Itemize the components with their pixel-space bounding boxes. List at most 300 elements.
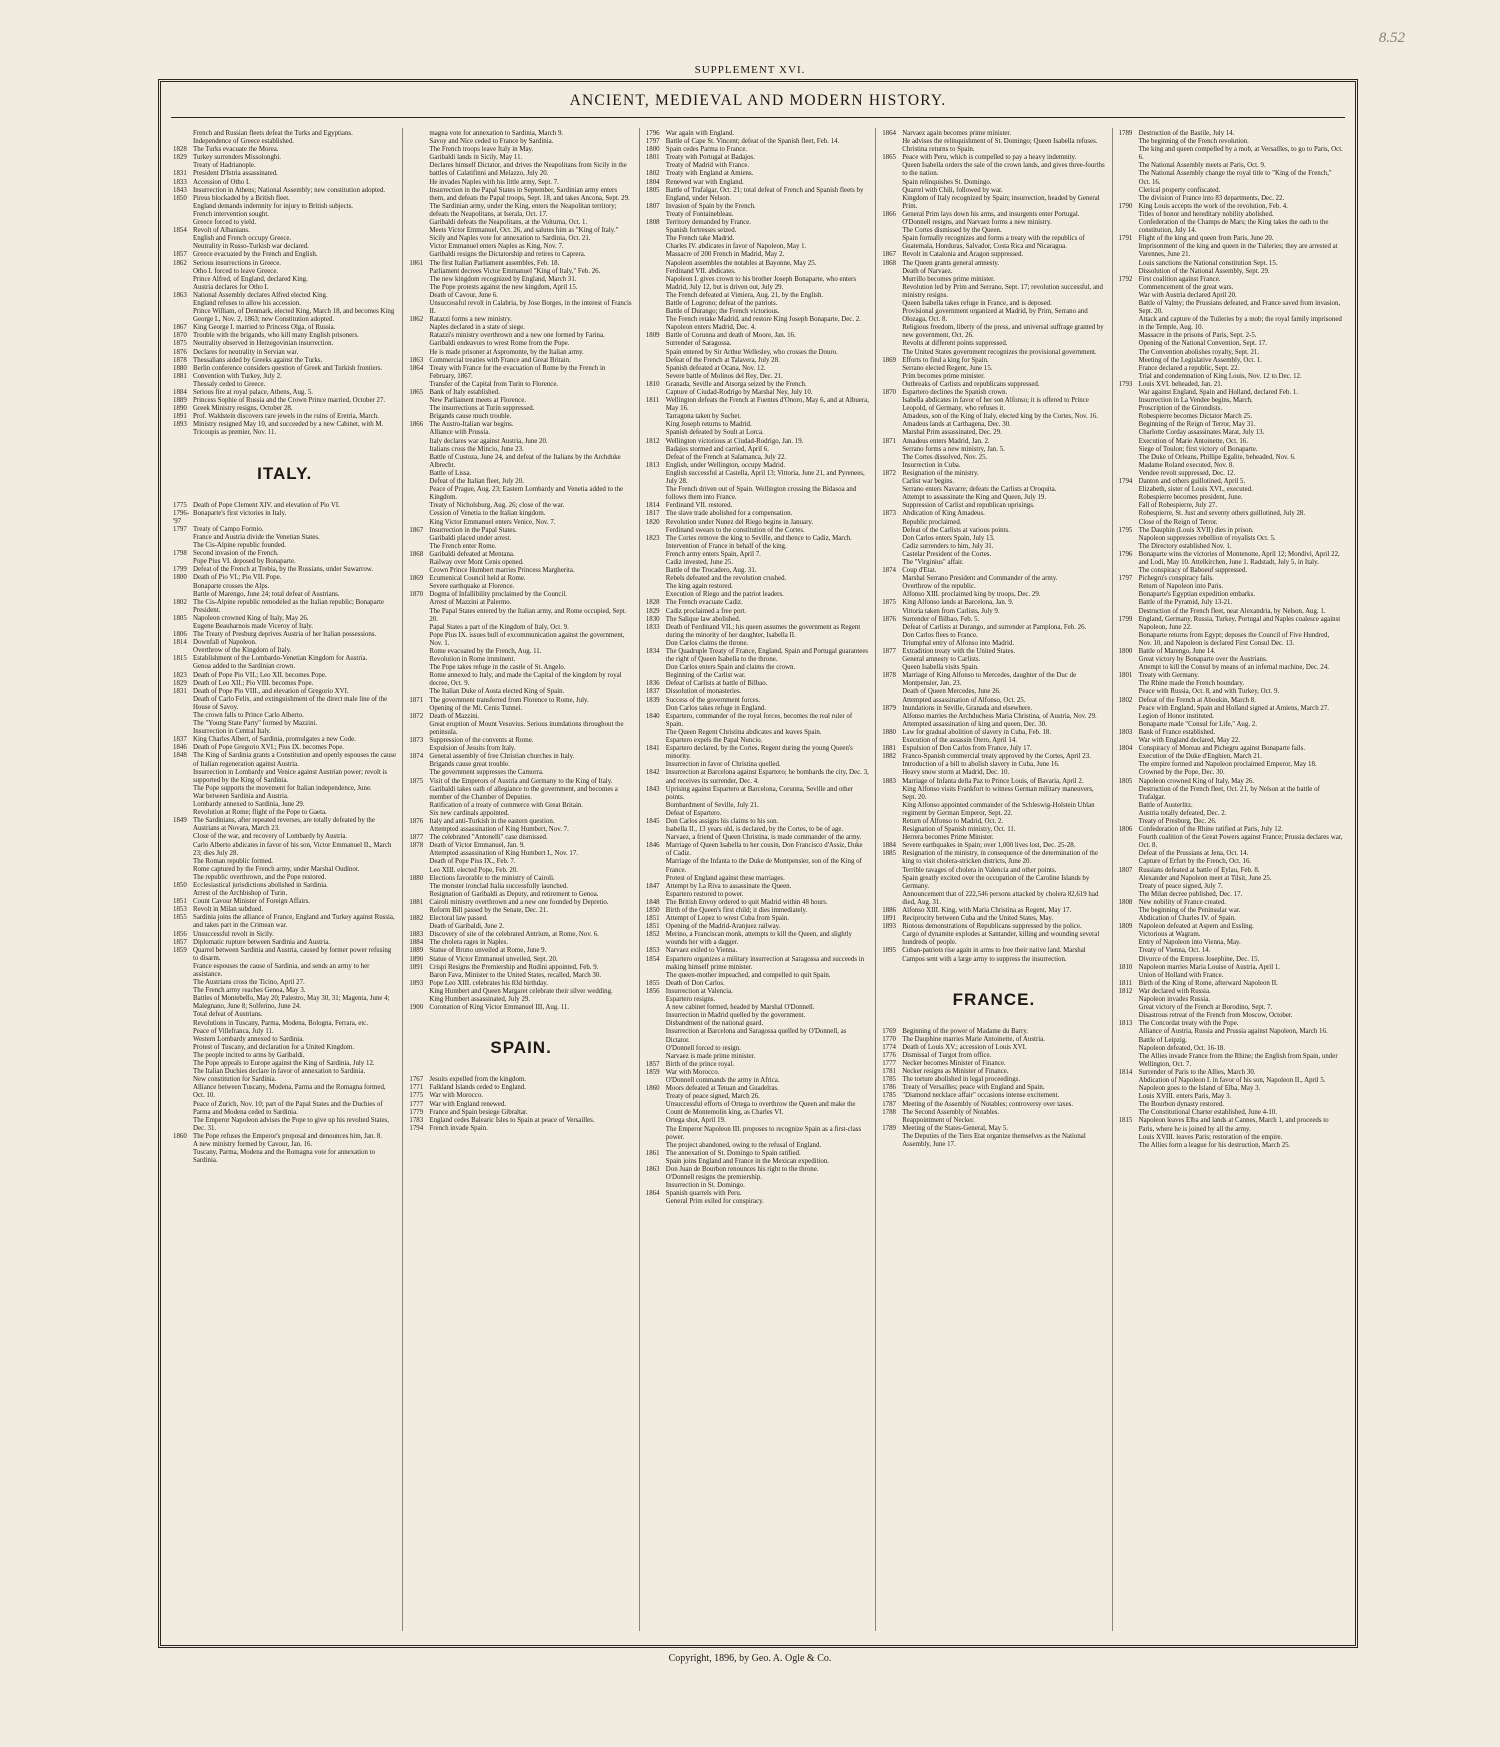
entry-text: Genoa added to the Sardinian crown. bbox=[193, 663, 296, 671]
entry-year bbox=[1119, 535, 1139, 543]
entry-year bbox=[646, 834, 666, 842]
timeline-entry bbox=[646, 883, 869, 891]
entry-year bbox=[646, 340, 666, 348]
timeline-entry bbox=[1119, 1004, 1343, 1012]
timeline-entry bbox=[1119, 1085, 1343, 1093]
entry-text: The celebrated "Antonelli" case dismissed. bbox=[429, 834, 548, 842]
entry-text: Western Lombardy annexed to Sardinia. bbox=[193, 1035, 304, 1043]
timeline-entry bbox=[646, 1004, 869, 1012]
timeline-entry bbox=[409, 939, 632, 947]
entry-text: Rebels defeated and the revolution crushed. bbox=[665, 575, 787, 583]
entry-year: 1804 bbox=[1118, 745, 1133, 753]
timeline-entry bbox=[882, 527, 1105, 535]
entry-text: Introduction of a bill to abolish slavery in Cuba, June 16. bbox=[902, 761, 1060, 769]
timeline-entry bbox=[882, 1101, 1105, 1109]
entry-text: Imprisonment of the king and queen in the Tuileries; they are arrested at Varennes, June 21. bbox=[1138, 243, 1338, 259]
entry-year bbox=[409, 219, 429, 227]
entry-year: 1875 bbox=[409, 777, 424, 785]
timeline-entry bbox=[882, 947, 1105, 963]
timeline-entry bbox=[882, 867, 1105, 875]
entry-text: Treaty of Campo Formio. bbox=[193, 525, 264, 533]
entry-text: The Austro-Italian war begins. bbox=[429, 421, 514, 429]
timeline-entry bbox=[1119, 923, 1343, 931]
timeline-entry bbox=[1119, 138, 1343, 146]
entry-year bbox=[646, 575, 666, 583]
timeline-entry bbox=[646, 1142, 869, 1150]
entry-text: He is made prisoner at Aspromonte, by the Italian army. bbox=[429, 348, 584, 356]
timeline-entry bbox=[173, 639, 396, 647]
entry-text: The people incited to arms by Garibaldi. bbox=[193, 1051, 305, 1059]
entry-text: Close of the Reign of Terror. bbox=[1138, 518, 1218, 526]
entry-year bbox=[646, 470, 666, 486]
timeline-entry bbox=[1119, 721, 1343, 729]
entry-year bbox=[882, 397, 902, 413]
entry-year bbox=[409, 478, 429, 486]
entry-year: 1792 bbox=[1118, 275, 1133, 283]
timeline-entry bbox=[646, 162, 869, 170]
timeline-entry bbox=[646, 802, 869, 810]
entry-year bbox=[646, 551, 666, 559]
entry-year: 1873 bbox=[882, 510, 896, 518]
entry-text: The Pope supports the movement for Italian independence, June. bbox=[193, 784, 372, 792]
timeline-entry bbox=[882, 227, 1105, 235]
entry-text: Alfonso marries the Archduchess Maria Christina, of Austria, Nov. 29. bbox=[902, 712, 1097, 720]
entry-year: 1842 bbox=[645, 769, 660, 777]
entry-year: 1856 bbox=[173, 930, 187, 938]
timeline-entry bbox=[882, 769, 1105, 777]
entry-year bbox=[646, 1126, 666, 1142]
entry-text: Death of Louis XV.; accession of Louis XVI. bbox=[902, 1043, 1027, 1051]
timeline-entry bbox=[1119, 1028, 1343, 1036]
timeline-entry bbox=[1119, 648, 1343, 656]
timeline-entry bbox=[646, 672, 869, 680]
entry-text: The monster ironclad Italia successfully launched. bbox=[429, 882, 568, 890]
entry-text: Rome evacuated by the French, Aug. 11. bbox=[429, 648, 542, 655]
entry-text: Renewed war with England. bbox=[665, 178, 744, 186]
entry-text: Death of Narvaez. bbox=[902, 267, 953, 275]
entry-year: 1801 bbox=[1118, 672, 1133, 680]
timeline-entry bbox=[646, 1077, 869, 1085]
entry-text: Crowned by the Pope, Dec. 30. bbox=[1138, 769, 1225, 777]
entry-year bbox=[173, 809, 193, 817]
timeline-entry bbox=[173, 793, 396, 801]
entry-text: Electoral law passed. bbox=[429, 915, 488, 923]
timeline-entry bbox=[1119, 697, 1343, 705]
entry-year: 1779 bbox=[409, 1108, 424, 1116]
timeline-entry bbox=[173, 623, 396, 631]
entry-text: Attempt to assassinate the King and Queen, July 19. bbox=[902, 494, 1047, 502]
entry-text: Beginning of the power of Madame du Barry. bbox=[902, 1027, 1029, 1035]
entry-year: 1788 bbox=[882, 1108, 896, 1116]
entry-year bbox=[1119, 138, 1139, 146]
entry-year: 1861 bbox=[645, 1149, 660, 1157]
timeline-entry bbox=[646, 688, 869, 696]
timeline-entry bbox=[882, 786, 1105, 802]
entry-year bbox=[1119, 891, 1139, 899]
entry-text: France espouses the cause of Sardinia, and sends an army to her assistance. bbox=[193, 962, 370, 978]
timeline-entry bbox=[882, 737, 1105, 745]
entry-year: 1854 bbox=[645, 955, 660, 963]
entry-text: Opening of the Madrid-Aranjuez railway. bbox=[665, 923, 781, 931]
entry-text: Meeting of the Assembly of Notables; controversy over taxes. bbox=[902, 1100, 1074, 1108]
entry-text: Brigands cause great trouble. bbox=[429, 761, 510, 769]
entry-text: Peace of Villefranca, July 11. bbox=[193, 1027, 274, 1035]
entry-year: 1890 bbox=[173, 405, 187, 413]
entry-text: French and Russian fleets defeat the Turks and Egyptians. bbox=[193, 130, 353, 137]
timeline-entry bbox=[646, 875, 869, 883]
entry-year bbox=[1119, 1109, 1139, 1117]
entry-year bbox=[1119, 931, 1139, 939]
timeline-entry bbox=[173, 663, 396, 671]
timeline-entry bbox=[882, 907, 1105, 915]
entry-text: Queen Isabella orders the sale of the crown lands, and gives three-fourths to the nation. bbox=[902, 162, 1105, 178]
timeline-entry bbox=[409, 454, 632, 470]
timeline-entry bbox=[646, 591, 869, 599]
entry-text: Visit of the Emperors of Austria and Germany to the King of Italy. bbox=[429, 777, 613, 785]
entry-text: Death of Carlo Felix, and extinguishment of the direct male line of the House of Savoy. bbox=[193, 695, 388, 711]
timeline-entry bbox=[1119, 454, 1343, 462]
entry-text: France and Austria divide the Venetian States. bbox=[193, 533, 320, 541]
entry-year: 1843 bbox=[645, 785, 660, 793]
timeline-entry bbox=[173, 389, 396, 397]
entry-year: 1789 bbox=[882, 1124, 896, 1132]
entry-text: Uprising against Espartero at Barcelona, Corunna, Seville and other points. bbox=[665, 785, 853, 801]
entry-year bbox=[1119, 292, 1139, 300]
entry-text: The Bourbon dynasty restored. bbox=[1138, 1101, 1224, 1109]
entry-text: Espartero restored to power. bbox=[665, 890, 744, 898]
entry-text: Jesuits expelled from the kingdom. bbox=[429, 1076, 527, 1084]
entry-text: Napoleon defeated at Aspern and Essling. bbox=[1138, 923, 1254, 931]
entry-text: Marshal Serrano President and Commander of the army. bbox=[902, 575, 1058, 583]
timeline-entry bbox=[1119, 349, 1343, 357]
timeline-entry bbox=[1119, 664, 1343, 672]
entry-year bbox=[409, 656, 429, 664]
entry-year bbox=[1119, 413, 1139, 421]
entry-text: Protest of England against these marriages. bbox=[665, 874, 785, 882]
timeline-entry bbox=[173, 947, 396, 963]
timeline-entry bbox=[882, 583, 1105, 591]
entry-year bbox=[409, 405, 429, 413]
timeline-entry bbox=[882, 632, 1105, 640]
entry-year bbox=[646, 235, 666, 243]
entry-text: Necker resigns as Minister of Finance. bbox=[902, 1068, 1009, 1076]
entry-year bbox=[409, 996, 429, 1004]
entry-year: 1884 bbox=[409, 939, 424, 947]
entry-year bbox=[409, 187, 429, 203]
entry-text: Sicily and Naples vote for annexation to Sardinia, Oct. 21. bbox=[429, 235, 591, 243]
entry-year bbox=[1119, 721, 1139, 729]
entry-year: 1865 bbox=[882, 154, 896, 162]
entry-year bbox=[1119, 810, 1139, 818]
entry-year bbox=[882, 543, 902, 551]
entry-year bbox=[173, 381, 193, 389]
entry-text: First coalition against France. bbox=[1138, 275, 1221, 283]
entry-text: Destruction of the Bastile, July 14. bbox=[1138, 130, 1235, 137]
text-column bbox=[876, 128, 1112, 1631]
entry-text: Thessaly ceded to Greece. bbox=[193, 380, 266, 388]
entry-year bbox=[1119, 761, 1139, 769]
timeline-entry bbox=[173, 211, 396, 219]
timeline-entry bbox=[646, 397, 869, 413]
entry-year bbox=[1119, 1004, 1139, 1012]
entry-text: Birth of the prince royal. bbox=[665, 1060, 735, 1068]
entry-year bbox=[882, 559, 902, 567]
entry-year bbox=[409, 340, 429, 348]
entry-year bbox=[646, 875, 666, 883]
timeline-entry bbox=[173, 939, 396, 947]
entry-text: Insurrection in favor of Christina quelled. bbox=[665, 761, 781, 769]
entry-year bbox=[646, 1077, 666, 1085]
entry-year bbox=[646, 373, 666, 381]
entry-text: King Humbert assassinated, July 29. bbox=[429, 996, 531, 1004]
entry-year bbox=[173, 276, 193, 284]
entry-year bbox=[173, 647, 193, 655]
timeline-entry bbox=[882, 923, 1105, 931]
entry-text: Battle of Logrono; defeat of the patriots. bbox=[665, 299, 778, 307]
entry-year: 1863 bbox=[173, 291, 187, 299]
timeline-entry bbox=[882, 826, 1105, 834]
entry-year: 1866 bbox=[409, 421, 424, 429]
timeline-entry bbox=[646, 349, 869, 357]
entry-year: 1781 bbox=[882, 1068, 896, 1076]
timeline-entry bbox=[1119, 599, 1343, 607]
entry-year bbox=[1119, 802, 1139, 810]
timeline-entry bbox=[646, 332, 869, 340]
entry-year: 1793 bbox=[1118, 380, 1133, 388]
entry-text: Resignation of Spanish ministry, Oct. 11. bbox=[902, 826, 1016, 834]
entry-year bbox=[646, 1182, 666, 1190]
entry-text: Tuscany, Parma, Modena and the Romagna vote for annexation to Sardinia. bbox=[193, 1149, 376, 1165]
entry-text: The Deputies of the Tiers Etat organize themselves as the National Assembly, June 17. bbox=[902, 1132, 1086, 1148]
entry-year bbox=[1119, 956, 1139, 964]
entry-text: Attempt to kill the Consul by means of an infernal machine, Dec. 24. bbox=[1138, 664, 1329, 672]
timeline-entry bbox=[646, 980, 869, 988]
timeline-entry bbox=[882, 713, 1105, 721]
timeline-entry bbox=[646, 996, 869, 1004]
entry-year bbox=[173, 534, 193, 542]
entry-text: The government transferred from Florence to Rome, July. bbox=[429, 696, 589, 704]
entry-text: Rome captured by the French army, under Marshal Oudinot. bbox=[193, 865, 360, 873]
entry-year bbox=[1119, 470, 1139, 478]
entry-year bbox=[1119, 340, 1139, 348]
timeline-entry bbox=[409, 713, 632, 721]
timeline-entry bbox=[409, 575, 632, 583]
entry-text: Falkland Islands ceded to England. bbox=[429, 1084, 527, 1092]
timeline-entry bbox=[173, 574, 396, 582]
entry-text: Severe earthquakes in Spain; over 1,000 lives lost, Dec. 25-28. bbox=[902, 842, 1076, 850]
entry-year: 1789 bbox=[1118, 130, 1133, 137]
timeline-entry bbox=[173, 357, 396, 365]
entry-year bbox=[646, 1198, 666, 1206]
entry-year: 1857 bbox=[645, 1060, 660, 1068]
entry-text: New nobility of France created. bbox=[1138, 898, 1227, 906]
timeline-entry bbox=[646, 810, 869, 818]
entry-year bbox=[173, 203, 193, 211]
timeline-entry bbox=[882, 470, 1105, 478]
timeline-entry bbox=[173, 1020, 396, 1028]
entry-year bbox=[409, 826, 429, 834]
entry-year: 1805 bbox=[1118, 777, 1133, 785]
timeline-entry bbox=[882, 268, 1105, 276]
timeline-entry bbox=[646, 340, 869, 348]
entry-text: Insurrection in the Papal States in September, Sardinian army enters them, and defeats the Papal troops, Sept. 18, and takes Ancona, Sept. 29. bbox=[429, 186, 630, 202]
entry-text: Execution of the assassin Otero, April 14. bbox=[902, 737, 1018, 745]
entry-text: Opening of the Mt. Cenis Tunnel. bbox=[429, 704, 523, 712]
entry-year bbox=[882, 519, 902, 527]
section-heading: SPAIN. bbox=[490, 1038, 552, 1058]
timeline-entry bbox=[1119, 769, 1343, 777]
entry-year bbox=[882, 486, 902, 494]
timeline-entry bbox=[409, 858, 632, 866]
entry-text: Bonaparte returns from Egypt; deposes the Council of Five Hundred, Nov. 10, and Napoleon is declared First Consul Dec. 13. bbox=[1138, 631, 1330, 647]
entry-text: Baron Fava, Minister to the United States, recalled, March 30. bbox=[429, 971, 602, 979]
entry-text: The Cortes remove the king to Seville, and thence to Cadiz, March. bbox=[665, 534, 852, 542]
entry-year bbox=[646, 365, 666, 373]
entry-year: 1798 bbox=[173, 550, 187, 558]
entry-year bbox=[882, 737, 902, 745]
entry-text: Coup d'Etat. bbox=[902, 567, 937, 575]
entry-year: 1851 bbox=[173, 898, 187, 906]
entry-text: The British Envoy ordered to quit Madrid within 48 hours. bbox=[665, 898, 828, 906]
entry-text: Charlotte Corday assassinates Marat, July 13. bbox=[1138, 429, 1265, 437]
entry-text: Unsuccessful revolt in Sicily. bbox=[193, 930, 274, 938]
history-columns bbox=[167, 128, 1349, 1631]
entry-text: Narvaez, a friend of Queen Christina, is made commander of the army. bbox=[665, 834, 862, 842]
timeline-entry bbox=[409, 535, 632, 543]
timeline-entry bbox=[409, 446, 632, 454]
entry-text: Treaty of Madrid with France. bbox=[665, 162, 750, 170]
entry-year bbox=[1119, 195, 1139, 203]
timeline-entry bbox=[1119, 713, 1343, 721]
timeline-entry bbox=[409, 324, 632, 332]
entry-text: Alfonso XIII. proclaimed king by troops, Dec. 29. bbox=[902, 591, 1041, 599]
entry-text: Marshal Prim assassinated, Dec. 29. bbox=[902, 429, 1002, 437]
timeline-entry bbox=[646, 1190, 869, 1198]
timeline-entry bbox=[409, 996, 632, 1004]
entry-year: 1878 bbox=[173, 356, 187, 364]
entry-text: France and Spain besiege Gibraltar. bbox=[429, 1108, 528, 1116]
entry-year: 1834 bbox=[645, 648, 660, 655]
entry-text: Beginning of the Carlist war. bbox=[665, 672, 746, 680]
entry-text: Necker becomes Minister of Finance. bbox=[902, 1060, 1006, 1068]
entry-year bbox=[1119, 243, 1139, 259]
entry-text: Expulsion of Don Carlos from France, July 17. bbox=[902, 745, 1032, 753]
entry-year: 1771 bbox=[409, 1084, 424, 1092]
entry-text: Second invasion of the French. bbox=[193, 550, 279, 558]
title-divider bbox=[171, 117, 1345, 118]
timeline-entry bbox=[409, 624, 632, 632]
entry-year: 1777 bbox=[882, 1060, 896, 1068]
entry-year bbox=[882, 300, 902, 308]
entry-text: Death of Leo XII.; Pio VIII. becomes Pope. bbox=[193, 679, 314, 687]
timeline-entry bbox=[882, 640, 1105, 648]
entry-text: Cession of Venetia to the Italian kingdom. bbox=[429, 510, 546, 518]
entry-text: Insurrection in Lombardy and Venice against Austrian power; revolt is supported by the King of Sardinia. bbox=[193, 768, 388, 784]
entry-year: 1872 bbox=[882, 469, 896, 477]
entry-year: 1799 bbox=[1118, 615, 1133, 623]
timeline-entry bbox=[173, 931, 396, 939]
timeline-entry bbox=[1119, 413, 1343, 421]
timeline-entry bbox=[1119, 753, 1343, 761]
entry-year: 1800 bbox=[1118, 648, 1133, 655]
timeline-entry bbox=[882, 324, 1105, 340]
entry-text: Cargo of dynamite explodes at Santander, killing and wounding several hundreds of people. bbox=[902, 931, 1100, 947]
entry-year bbox=[1119, 332, 1139, 340]
entry-year: 1776 bbox=[882, 1051, 896, 1059]
entry-text: Battle of Valmy; the Prussians defeated, and France saved from invasion, Sept. 20. bbox=[1138, 299, 1341, 316]
entry-text: General amnesty to Carlists. bbox=[902, 656, 981, 664]
entry-text: Serrano elected Regent, June 15. bbox=[902, 364, 993, 372]
entry-year bbox=[882, 421, 902, 429]
entry-text: Brigands cause much trouble. bbox=[429, 413, 512, 421]
timeline-entry bbox=[1119, 543, 1343, 551]
entry-year: 1861 bbox=[409, 259, 424, 267]
entry-year bbox=[1119, 187, 1139, 195]
entry-text: Danton and others guillotined, April 5. bbox=[1138, 478, 1246, 486]
timeline-entry bbox=[882, 1117, 1105, 1125]
timeline-entry bbox=[882, 300, 1105, 308]
entry-text: Defeat of the Prussians at Jena, Oct. 14. bbox=[1138, 850, 1249, 858]
timeline-entry bbox=[1119, 591, 1343, 599]
entry-text: Overthrow of the republic. bbox=[902, 583, 976, 591]
timeline-entry bbox=[646, 227, 869, 235]
entry-year: 1805 bbox=[645, 186, 660, 194]
entry-text: Sardinia joins the alliance of France, England and Turkey against Russia, and takes part in the Crimean war. bbox=[193, 914, 395, 930]
entry-text: Efforts to find a king for Spain. bbox=[902, 356, 989, 364]
timeline-entry bbox=[882, 818, 1105, 826]
entry-text: Spanish defeated by Soult at Lorca. bbox=[665, 429, 764, 437]
entry-year: 1845 bbox=[645, 817, 660, 825]
entry-text: O'Donnell forced to resign. bbox=[665, 1044, 741, 1052]
timeline-entry bbox=[1119, 956, 1343, 964]
entry-year: 1843 bbox=[173, 186, 187, 194]
entry-text: England demands indemnity for injury to British subjects. bbox=[193, 202, 353, 210]
entry-text: Treaty of peace signed, July 7. bbox=[1138, 882, 1223, 890]
entry-year: 1880 bbox=[173, 364, 187, 372]
entry-year: 1836 bbox=[645, 680, 660, 688]
timeline-entry bbox=[173, 842, 396, 858]
entry-text: Meeting of the States-General, May 5. bbox=[902, 1124, 1009, 1132]
entry-text: Bonaparte made "Consul for Life," Aug. 2. bbox=[1138, 720, 1257, 728]
entry-text: General Prim exiled for conspiracy. bbox=[665, 1198, 764, 1206]
entry-text: The Papal States entered by the Italian army, and Rome occupied, Sept. 20. bbox=[429, 607, 627, 623]
timeline-entry bbox=[409, 834, 632, 842]
entry-year: 1856 bbox=[645, 987, 660, 995]
entry-text: Prof. Waldstein discovers rare jewels in the ruins of Eretria, March. bbox=[193, 413, 379, 421]
timeline-entry bbox=[409, 1109, 632, 1117]
timeline-entry bbox=[1119, 616, 1343, 632]
entry-text: Reform Bill passed by the Senate, Dec. 21. bbox=[429, 907, 549, 914]
entry-year: 1799 bbox=[173, 566, 187, 574]
entry-text: The Treaty of Presburg deprives Austria of her Italian possessions. bbox=[193, 631, 377, 639]
timeline-entry bbox=[409, 923, 632, 931]
entry-text: The French retake Madrid, and restore King Joseph Bonaparte, Dec. 2. bbox=[665, 316, 861, 324]
entry-text: Surrender of Saragossa. bbox=[665, 340, 732, 348]
entry-year: 1830 bbox=[645, 615, 660, 623]
timeline-entry bbox=[409, 251, 632, 259]
entry-text: Insurrection at Valencia. bbox=[665, 987, 733, 995]
entry-text: Inundations in Seville, Granada and elsewhere. bbox=[902, 704, 1033, 712]
entry-year bbox=[1119, 680, 1139, 688]
entry-year: 1874 bbox=[882, 567, 896, 575]
entry-year bbox=[1119, 300, 1139, 316]
timeline-entry bbox=[646, 154, 869, 162]
entry-text: Elizabeth, sister of Louis XVI., executed. bbox=[1138, 486, 1253, 494]
entry-year bbox=[173, 890, 193, 898]
timeline-entry bbox=[882, 1109, 1105, 1117]
timeline-entry bbox=[882, 381, 1105, 389]
entry-text: Lombardy annexed to Sardinia, June 29. bbox=[193, 801, 305, 809]
